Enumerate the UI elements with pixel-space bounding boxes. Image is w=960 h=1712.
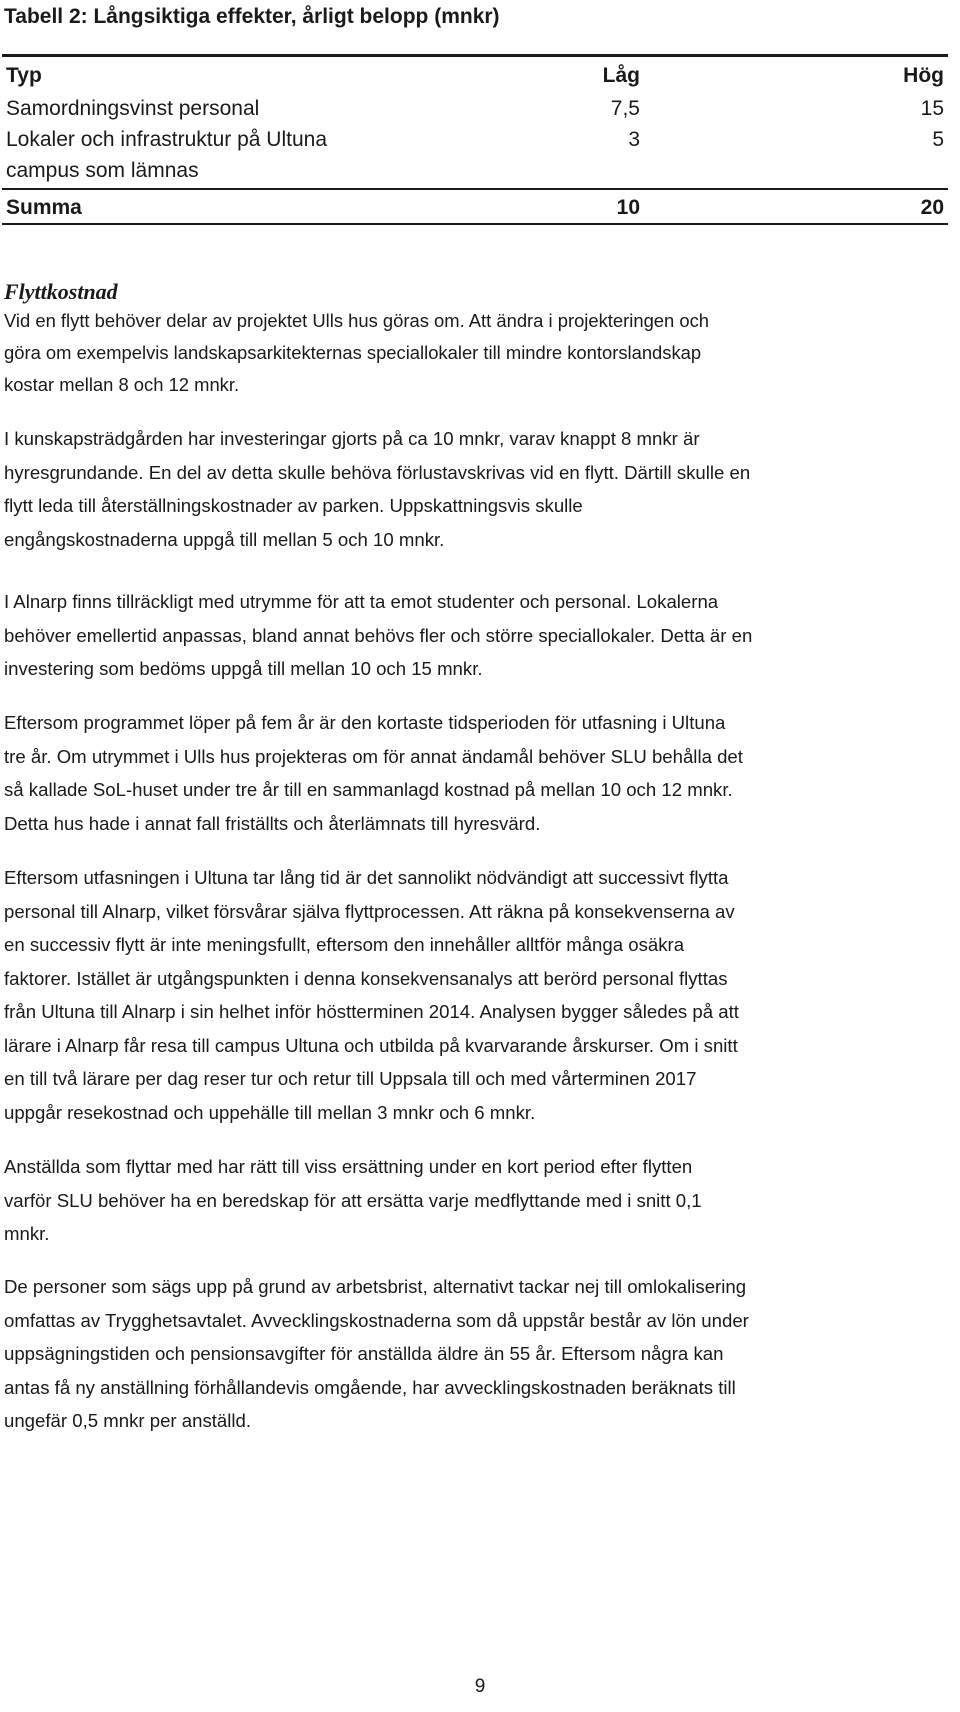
table-row bbox=[2, 93, 948, 124]
table-top-rule bbox=[2, 54, 948, 57]
paragraph-1: Vid en flytt behöver delar av projektet Ulls hus göras om. Att ändra i projekteringen och göra om exempelvis landskapsarkitekternas speciallokaler till mindre kontorslandskap kostar mellan 8 och 12 mnkr. bbox=[4, 310, 710, 395]
table-caption: Tabell 2: Långsiktiga effekter, årligt belopp (mnkr) bbox=[4, 5, 500, 28]
paragraph-5: Eftersom utfasningen i Ultuna tar lång tid är det sannolikt nödvändigt att successivt flytta personal till Alnarp, vilket försvårar själva flyttprocessen. Att räkna på konsekvenserna av en successiv flytt är inte meningsfullt, eftersom den innehåller alltför många osäkra faktorer. Istället är utgångspunkten i denna konsekvensanalys att berörd personal flyttas från Ultuna till Alnarp i sin helhet inför höstterminen 2014. Analysen bygger således på att lärare i Alnarp får resa till campus Ultuna och utbilda på kvarvarande årskurser. Om i snitt en till två lärare per dag reser tur och retur till Uppsala till och med vårterminen 2017 uppgår resekostnad och uppehälle till mellan 3 mnkr och 6 mnkr. bbox=[4, 867, 739, 1123]
paragraph-2: I kunskapsträdgården har investeringar gjorts på ca 10 mnkr, varav knappt 8 mnkr är hyresgrundande. En del av detta skulle behöva förlustavskrivas vid en flytt. Därtill skulle en flytt leda till återställningskostnader av parken. Uppskattningsvis skulle engångskostnaderna uppgå till mellan 5 och 10 mnkr. bbox=[4, 428, 751, 550]
total-high: 20 bbox=[920, 196, 944, 219]
paragraph-4: Eftersom programmet löper på fem år är den kortaste tidsperioden för utfasning i Ultuna tre år. Om utrymmet i Ulls hus projekteras om för annat ändamål behöver SLU behålla det så kallade SoL-huset under tre år till en sammanlagd kostnad på mellan 10 och 12 mnkr. Detta hus hade i annat fall friställts och återlämnats till hyresvärd. bbox=[4, 712, 743, 834]
table-row bbox=[2, 124, 948, 188]
table-total-rule bbox=[2, 188, 948, 190]
row-high: 5 bbox=[932, 128, 944, 151]
header-type: Typ bbox=[6, 64, 42, 87]
section-heading: Flyttkostnad bbox=[4, 279, 118, 304]
table-total-row bbox=[2, 192, 948, 223]
page-number: 9 bbox=[474, 1676, 486, 1697]
header-low: Låg bbox=[602, 64, 640, 87]
row-label: Samordningsvinst personal bbox=[6, 97, 260, 120]
paragraph-7: De personer som sägs upp på grund av arbetsbrist, alternativt tackar nej till omlokalisering omfattas av Trygghetsavtalet. Avvecklingskostnaderna som då uppstår består av lön under uppsägningstiden och pensionsavgifter för anställda äldre än 55 år. Eftersom några kan antas få ny anställning förhållandevis omgående, har avvecklingskostnaden beräknats till ungefär 0,5 mnkr per anställd. bbox=[4, 1276, 749, 1431]
row-label: Lokaler och infrastruktur på Ultuna campus som lämnas bbox=[6, 128, 327, 182]
total-label: Summa bbox=[6, 196, 82, 219]
table-bottom-rule bbox=[2, 223, 948, 225]
paragraph-3: I Alnarp finns tillräckligt med utrymme för att ta emot studenter och personal. Lokalerna behöver emellertid anpassas, bland annat behövs fler och större speciallokaler. Detta är en investering som bedöms uppgå till mellan 10 och 15 mnkr. bbox=[4, 591, 753, 679]
row-low: 3 bbox=[628, 128, 640, 151]
cost-table bbox=[2, 54, 948, 225]
row-low: 7,5 bbox=[610, 97, 640, 120]
paragraph-6: Anställda som flyttar med har rätt till viss ersättning under en kort period efter flytten varför SLU behöver ha en beredskap för att ersätta varje medflyttande med i snitt 0,1 mnkr. bbox=[4, 1156, 702, 1244]
table-header-row bbox=[2, 60, 948, 93]
row-high: 15 bbox=[920, 97, 944, 120]
header-high: Hög bbox=[903, 64, 944, 87]
total-low: 10 bbox=[616, 196, 640, 219]
